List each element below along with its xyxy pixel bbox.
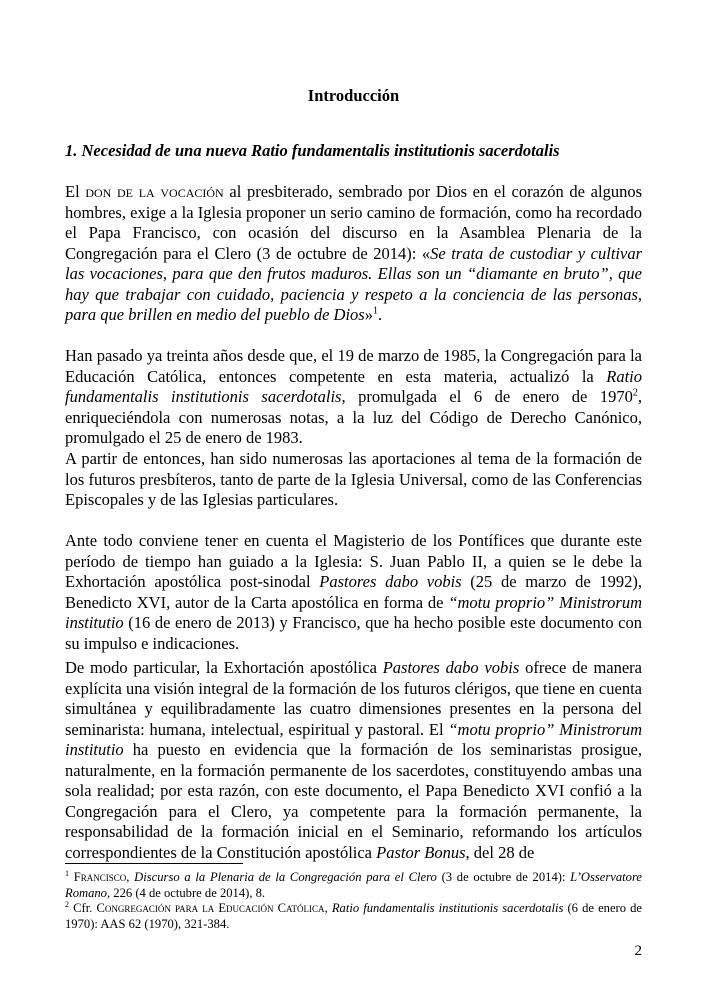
p5-text-4: , del 28 de bbox=[465, 842, 535, 862]
paragraph-2 bbox=[65, 346, 642, 449]
footnote-2-number: 2 bbox=[65, 899, 69, 909]
footnote-2-text-1: Cfr. bbox=[73, 901, 97, 915]
footnote-2-author: Congregación para la Educación Católica bbox=[96, 901, 325, 915]
footnote-2-italic-1: Ratio fundamentalis institutionis sacerdotalis bbox=[331, 901, 564, 915]
footnote-1-italic-2: L’Osservatore Romano bbox=[65, 870, 642, 900]
footnote-1-author: Francisco bbox=[73, 870, 127, 884]
p5-text-2: ofrece de manera explícita una visión integral de la formación de los futuros clérigos, que tiene en cuenta simultánea y equilibradamente las cuatro dimensiones presentes en la persona del seminarista: humana, intelectual, espiritual y pastoral. El bbox=[65, 658, 642, 739]
page-number: 2 bbox=[634, 943, 642, 959]
footnote-1-text-3: , 226 (4 de octubre de 2014), 8. bbox=[106, 885, 266, 900]
section-heading: 1. Necesidad de una nueva Ratio fundamentalis institutionis sacerdotalis bbox=[65, 141, 560, 160]
p4-text-3: (16 de enero de 2013) y Francisco, que ha hecho posible este documento con su impulso e indicaciones. bbox=[65, 613, 642, 653]
p4-text-1: Ante todo conviene tener en cuenta el Magisterio de los Pontífices que durante este período de tiempo han guiado a la Iglesia: S. Juan Pablo II, a quien se le debe la Exhortación apostólica post-sinodal bbox=[65, 531, 642, 591]
footnote-2 bbox=[65, 901, 642, 932]
p1-quote: Se trata de custodiar y cultivar las vocaciones, para que den frutos maduros. Ellas son un “diamante en bruto”, que hay que trabajar con cuidado, paciencia y respeto a la conciencia de las personas, para que brillen en medio del pueblo de Dios bbox=[65, 243, 642, 324]
p1-small-caps: don de la vocación bbox=[85, 182, 224, 201]
paragraph-4 bbox=[65, 531, 642, 654]
footnote-1-text-1: , bbox=[126, 870, 135, 884]
p1-text-2: al presbiterado, sembrado por Dios en el corazón de algunos hombres, exige a la Iglesia proponer un serio camino de formación, como ha recordado el Papa Francisco, con ocasión del discurso en la Asamblea Plenaria de la Congregación para el Clero (3 de octubre de 2014): « bbox=[65, 182, 642, 263]
footnote-divider bbox=[65, 863, 243, 864]
page-title: Introducción bbox=[307, 86, 400, 105]
p2-italic-1: Ratio fundamentalis institutionis sacerdotalis bbox=[65, 366, 642, 406]
p5-italic-1: Pastores dabo vobis bbox=[382, 658, 520, 677]
footnote-1-text-2: (3 de octubre de 2014): bbox=[436, 870, 571, 884]
paragraph-1 bbox=[65, 182, 642, 326]
p1-text-4: . bbox=[377, 305, 383, 324]
p1-text-1: El bbox=[65, 182, 86, 201]
p5-italic-2: “motu proprio” Ministrorum institutio bbox=[65, 719, 643, 759]
p4-italic-2: “motu proprio” Ministrorum institutio bbox=[65, 592, 642, 632]
p5-text-3: ha puesto en evidencia que la formación de los seminaristas prosigue, naturalmente, en la formación permanente de los sacerdotes, constituyendo ambas una sola realidad; por esta razón, con este documento, el Papa Benedicto XVI confió a la Congregación para el Clero, ya competente para la formación permanente, la responsabilidad de la formación inicial en el Seminario, reformando los artículos correspondientes de la Constitución apostólica bbox=[65, 740, 642, 862]
p4-text-2: (25 de marzo de 1992), Benedicto XVI, autor de la Carta apostólica en forma de bbox=[65, 572, 642, 612]
footnote-1 bbox=[65, 870, 642, 901]
footnote-ref-1: 1 bbox=[372, 305, 378, 317]
paragraph-5 bbox=[65, 658, 642, 863]
footnote-2-text-2: , bbox=[324, 901, 332, 915]
p4-italic-1: Pastores dabo vobis bbox=[319, 572, 462, 591]
footnote-2-text-3: (6 de enero de 1970): AAS 62 (1970), 321-384. bbox=[65, 901, 643, 931]
footnote-1-italic-1: Discurso a la Plenaria de la Congregación para el Clero bbox=[134, 870, 437, 884]
p2-text-3: , enriqueciéndola con numerosas notas, a la luz del Código de Derecho Canónico, promulgado el 25 de enero de 1983. bbox=[65, 387, 642, 447]
p2-text-2: , promulgada el 6 de enero de 1970 bbox=[341, 387, 633, 406]
p2-text-1: Han pasado ya treinta años desde que, el 19 de marzo de 1985, la Congregación para la Educación Católica, entonces competente en esta materia, actualizó la bbox=[65, 346, 642, 386]
footnote-ref-2: 2 bbox=[632, 387, 638, 399]
p5-italic-3: Pastor Bonus bbox=[376, 842, 466, 862]
footnote-1-number: 1 bbox=[65, 868, 69, 878]
p5-text-1: De modo particular, la Exhortación apostólica bbox=[65, 658, 383, 677]
paragraph-3: A partir de entonces, han sido numerosas las aportaciones al tema de la formación de los futuros presbíteros, tanto de parte de la Iglesia Universal, como de las Conferencias Episcopales y de las Iglesias particulares. bbox=[65, 449, 642, 509]
p1-text-3: » bbox=[364, 305, 373, 324]
